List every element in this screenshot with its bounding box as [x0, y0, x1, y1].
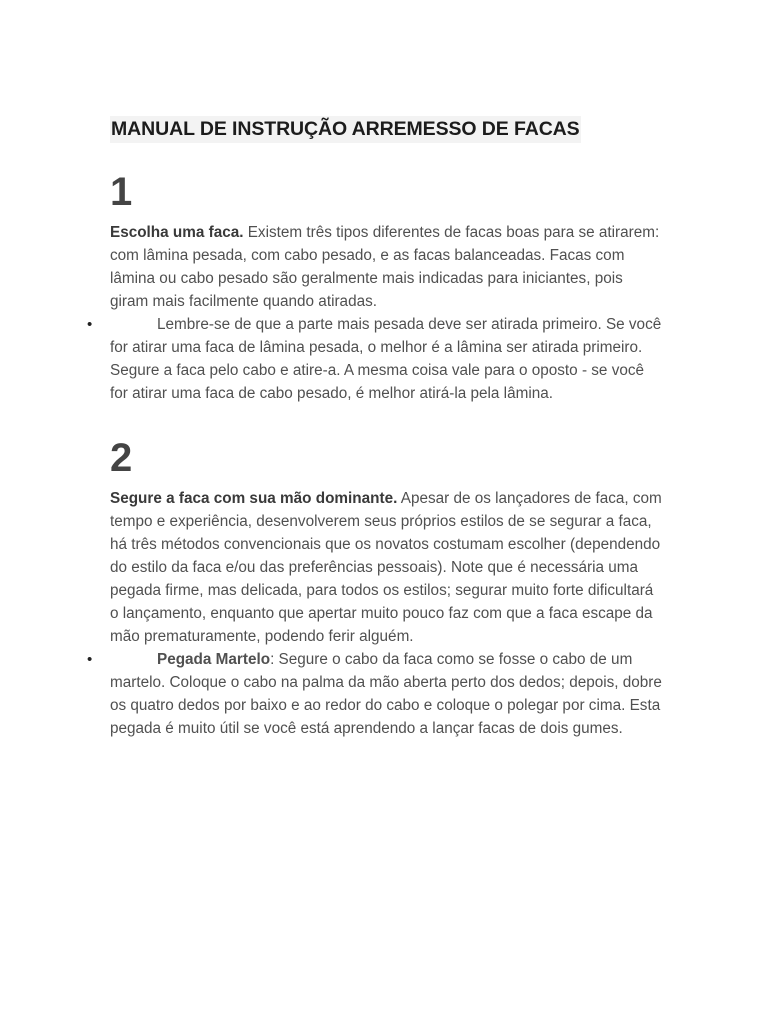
document-title: MANUAL DE INSTRUÇÃO ARREMESSO DE FACAS [110, 116, 581, 143]
bullet-bold: Pegada Martelo [157, 651, 271, 668]
bullet-icon: • [87, 651, 93, 668]
step-2 [87, 436, 662, 740]
step-paragraph [110, 221, 662, 313]
step-number: 2 [110, 436, 133, 480]
bullet-text: : Segure o cabo da faca como se fosse o cabo de um martelo. Coloque o cabo na palma da mão aberta perto dos dedos; depois, dobre os quatro dedos por baixo e ao redor do cabo e coloque o polegar por cima. Esta pegada é muito útil se você está aprendendo a lançar facas de dois gumes. [110, 651, 662, 737]
step-lead-text: Apesar de os lançadores de faca, com tempo e experiência, desenvolverem seus próprios estilos de se segurar a faca, há três métodos convencionais que os novatos costumam escolher (dependendo do estilo da faca e/ou das preferências pessoais). Note que é necessária uma pegada firme, mas delicada, para todos os estilos; segurar muito forte dificultará o lançamento, enquanto que apertar muito pouco faz com que a faca escape da mão prematuramente, podendo ferir alguém. [110, 490, 662, 645]
step-1 [87, 170, 662, 405]
step-lead-text: Existem três tipos diferentes de facas boas para se atirarem: com lâmina pesada, com cabo pesado, e as facas balanceadas. Facas com lâmina ou cabo pesado são geralmente mais indicadas para iniciantes, pois giram mais facilmente quando atiradas. [110, 224, 660, 310]
bullet-icon: • [87, 316, 93, 333]
bullet-item [87, 648, 662, 740]
step-lead-bold: Segure a faca com sua mão dominante. [110, 490, 398, 507]
step-lead-bold: Escolha uma faca. [110, 224, 244, 241]
step-paragraph [110, 487, 662, 648]
step-number: 1 [110, 170, 133, 214]
bullet-item [87, 313, 662, 405]
bullet-text: Lembre-se de que a parte mais pesada deve ser atirada primeiro. Se você for atirar uma faca de lâmina pesada, o melhor é a lâmina ser atirada primeiro. Segure a faca pelo cabo e atire-a. A mesma coisa vale para o oposto - se você for atirar uma faca de cabo pesado, é melhor atirá-la pela lâmina. [110, 316, 662, 402]
